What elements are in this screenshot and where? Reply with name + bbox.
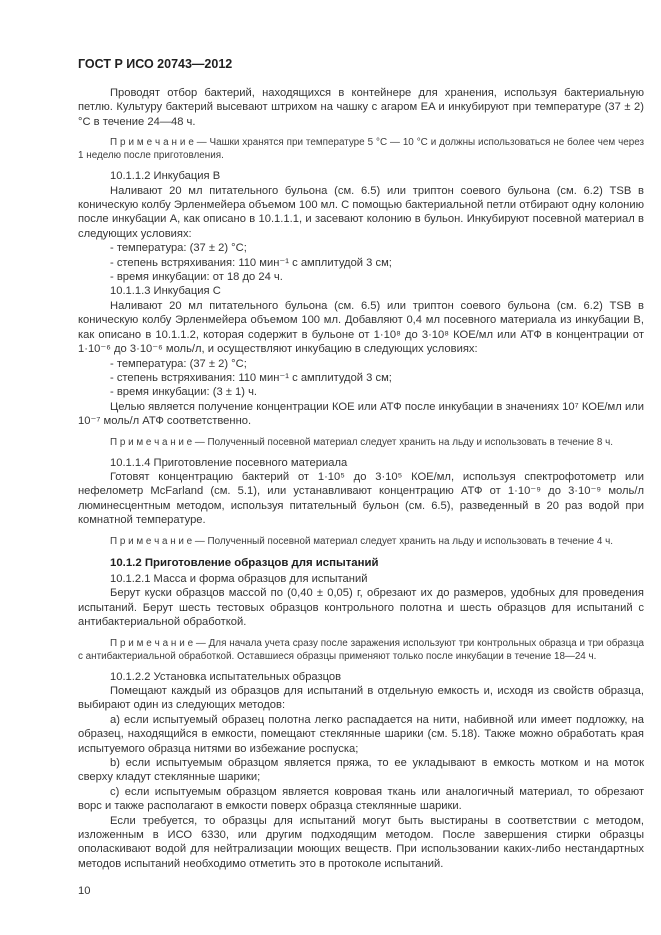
- list-item-temperature-c: - температура: (37 ± 2) °C;: [110, 357, 247, 370]
- paragraph-method-a: a) если испытуемый образец полотна легко распадается на нити, набивной или имеет подложку, на образец, находящийся в емкости, помещают стеклянные шарики (см. 5.18). Также можно обработать края испытуемого образца нитями во избежание роспуска;: [78, 713, 644, 755]
- heading-10-1-1-2-incubation-b: 10.1.1.2 Инкубация B: [110, 170, 221, 183]
- paragraph-inoculum-preparation: Готовят концентрацию бактерий от 1·10⁵ до 3·10⁵ КОЕ/мл, используя спектрофотометр или нефелометр McFarland (см. 5.1), или устанавливают концентрацию АТФ от 1·10⁻⁹ до 3·10⁻⁹ моль/л люминесцентным методом, используя питательный бульон (см. 6.5), разведенный в 20 раз водой при комнатной температуре.: [78, 470, 644, 527]
- note-inoculum-4h: П р и м е ч а н и е — Полученный посевной материал следует хранить на льду и использовать в течение 4 ч.: [110, 535, 614, 547]
- paragraph-incubation-c: Наливают 20 мл питательного бульона (см. 6.5) или триптон соевого бульона (см. 6.2) TSB в коническую колбу Эрленмейера объемом 100 мл. Добавляют 0,4 мл посевного материала из инкубации B, как описано в 10.1.1.2, которая содержит в бульоне от 1·10⁸ до 3·10⁸ КОЕ/мл или АТФ в концентрации от 1·10⁻⁶ до 3·10⁻⁶ моль/л, и осуществляют инкубацию в следующих условиях:: [78, 299, 644, 356]
- paragraph-bacteria-selection: Проводят отбор бактерий, находящихся в контейнере для хранения, используя бактериальную петлю. Культуру бактерий высевают штрихом на чашку с агаром EA и инкубируют при температуре (37 ± 2) °C в течение 24—48 ч.: [78, 87, 644, 128]
- list-item-shaking-c: - степень встряхивания: 110 мин⁻¹ с амплитудой 3 см;: [110, 371, 392, 384]
- heading-10-1-2-specimen-preparation: 10.1.2 Приготовление образцов для испытаний: [110, 556, 379, 569]
- list-item-time-c: - время инкубации: (3 ± 1) ч.: [110, 386, 258, 399]
- list-item-temperature-b: - температура: (37 ± 2) °C;: [110, 242, 247, 255]
- paragraph-specimen-mass: Берут куски образцов массой по (0,40 ± 0,05) г, обрезают их до размеров, удобных для проведения испытаний. Берут шесть тестовых образцов контрольного полотна и шесть образцов для испытаний с антибактериальной обработкой.: [78, 587, 644, 629]
- paragraph-method-b: b) если испытуемым образцом является пряжа, то ее укладывают в емкость мотком и на моток сверху кладут стеклянные шарики;: [78, 757, 644, 784]
- note-plate-storage: П р и м е ч а н и е — Чашки хранятся при температуре 5 °C — 10 °C и должны использоваться не более чем через 1 неделю после приготовления.: [78, 137, 644, 162]
- list-item-shaking-b: - степень встряхивания: 110 мин⁻¹ с амплитудой 3 см;: [110, 256, 392, 269]
- note-inoculum-8h: П р и м е ч а н и е — Полученный посевной материал следует хранить на льду и использовать в течение 8 ч.: [110, 436, 614, 448]
- heading-10-1-1-3-incubation-c: 10.1.1.3 Инкубация C: [110, 285, 221, 298]
- note-specimen-usage: П р и м е ч а н и е — Для начала учета сразу после заражения используют три контрольных образца и три образца с антибактериальной обработкой. Оставшиеся образцы применяют только после инкубации в течение 18—24 ч.: [78, 637, 644, 662]
- paragraph-method-c: c) если испытуемым образцом является ковровая ткань или аналогичный материал, то обрезают ворс и также располагают в емкости поверх образца стеклянные шарики.: [78, 785, 644, 813]
- paragraph-specimen-setup-intro: Помещают каждый из образцов для испытаний в отдельную емкость и, исходя из свойств образца, выбирают один из следующих методов:: [78, 685, 644, 712]
- heading-10-1-2-1-mass-and-form: 10.1.2.1 Масса и форма образцов для испытаний: [110, 572, 368, 585]
- heading-10-1-1-4-inoculum-preparation: 10.1.1.4 Приготовление посевного материала: [110, 456, 348, 469]
- page-number: 10: [78, 885, 91, 898]
- paragraph-target-concentration: Целью является получение концентрации КОЕ или АТФ после инкубации в значениях 10⁷ КОЕ/мл или 10⁻⁷ моль/л АТФ соответственно.: [78, 400, 644, 428]
- paragraph-washing: Если требуется, то образцы для испытаний могут быть выстираны в соответствии с методом, изложенным в ИСО 6330, или другим подходящим методом. После завершения стирки образцы ополаскивают водой для нейтрализации моющих веществ. При использовании каких-либо нестандартных методов испытаний необходимо отметить это в протоколе испытаний.: [78, 814, 644, 870]
- paragraph-incubation-b: Наливают 20 мл питательного бульона (см. 6.5) или триптон соевого бульона (см. 6.2) TSB в коническую колбу Эрленмейера объемом 100 мл. С помощью бактериальной петли отбирают одну колонию после инкубации A, как описано в 10.1.1.1, и засевают колонию в бульон. Инкубируют посевной материал в следующих условиях:: [78, 184, 644, 240]
- list-item-time-b: - время инкубации: от 18 до 24 ч.: [110, 271, 283, 284]
- document-header-designation: ГОСТ Р ИСО 20743—2012: [78, 57, 233, 71]
- heading-10-1-2-2-specimen-setup: 10.1.2.2 Установка испытательных образцов: [110, 670, 342, 683]
